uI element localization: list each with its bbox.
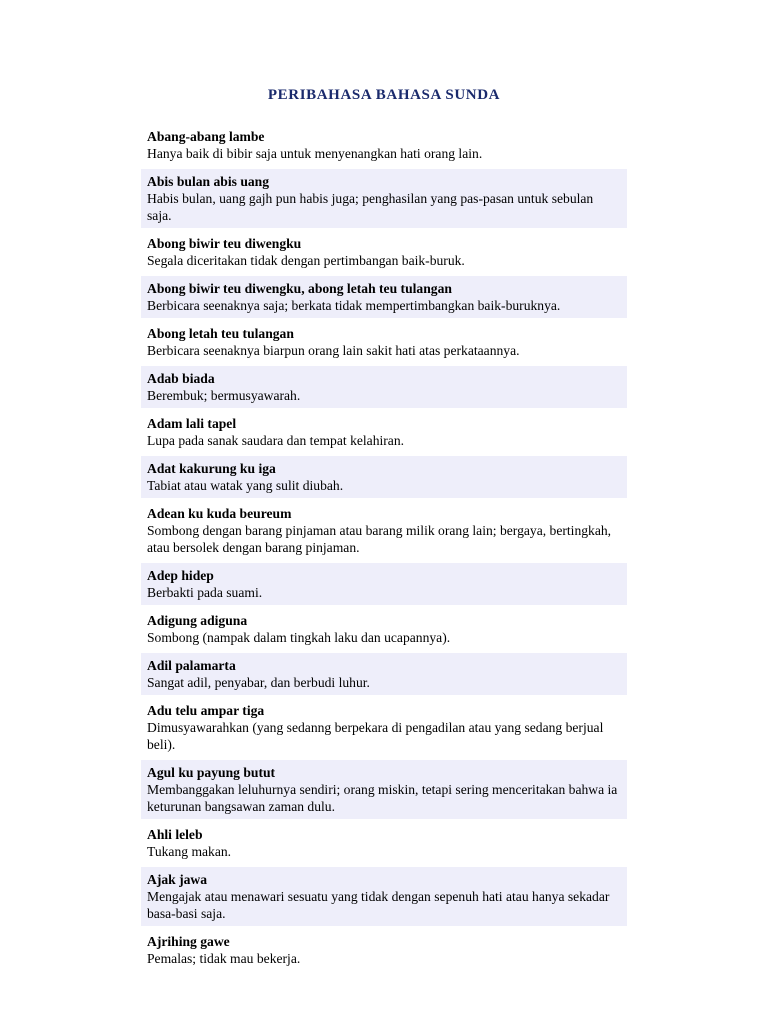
proverb-meaning: Habis bulan, uang gajh pun habis juga; penghasilan yang pas-pasan untuk sebulan saja. — [147, 191, 594, 223]
list-item — [141, 276, 627, 318]
proverb-meaning: Lupa pada sanak saudara dan tempat kelahiran. — [147, 433, 405, 448]
list-item — [141, 231, 627, 273]
proverb-term: Ajrihing gawe — [147, 934, 230, 949]
proverb-term: Adil palamarta — [147, 658, 236, 673]
list-item — [141, 653, 627, 695]
proverb-term: Adigung adiguna — [147, 613, 248, 628]
list-item — [141, 411, 627, 453]
proverb-meaning: Segala diceritakan tidak dengan pertimbangan baik-buruk. — [147, 253, 465, 268]
list-item — [141, 822, 627, 864]
list-item — [141, 321, 627, 363]
list-item — [141, 867, 627, 926]
proverb-term: Adu telu ampar tiga — [147, 703, 265, 718]
proverb-meaning: Berbicara seenaknya saja; berkata tidak mempertimbangkan baik-buruknya. — [147, 298, 561, 313]
proverb-meaning: Berbicara seenaknya biarpun orang lain sakit hati atas perkataannya. — [147, 343, 520, 358]
proverb-meaning: Tukang makan. — [147, 844, 232, 859]
proverb-meaning: Hanya baik di bibir saja untuk menyenangkan hati orang lain. — [147, 146, 483, 161]
list-item — [141, 760, 627, 819]
proverb-term: Ajak jawa — [147, 872, 208, 887]
list-item — [141, 169, 627, 228]
proverb-list — [141, 124, 627, 974]
page-title: PERIBAHASA BAHASA SUNDA — [267, 87, 501, 103]
list-item — [141, 608, 627, 650]
proverb-term: Abis bulan abis uang — [147, 174, 270, 189]
list-item — [141, 698, 627, 757]
proverb-meaning: Membanggakan leluhurnya sendiri; orang miskin, tetapi sering menceritakan bahwa ia keturunan bangsawan zaman dulu. — [147, 782, 618, 814]
proverb-meaning: Tabiat atau watak yang sulit diubah. — [147, 478, 344, 493]
proverb-term: Abong biwir teu diwengku — [147, 236, 302, 251]
list-item — [141, 124, 627, 166]
proverb-meaning: Pemalas; tidak mau bekerja. — [147, 951, 301, 966]
proverb-term: Adean ku kuda beureum — [147, 506, 292, 521]
proverb-term: Abong biwir teu diwengku, abong letah teu tulangan — [147, 281, 452, 296]
list-item — [141, 501, 627, 560]
list-item — [141, 456, 627, 498]
proverb-meaning: Berbakti pada suami. — [147, 585, 263, 600]
proverb-term: Abong letah teu tulangan — [147, 326, 294, 341]
list-item — [141, 929, 627, 971]
proverb-term: Adat kakurung ku iga — [147, 461, 276, 476]
proverb-meaning: Sombong dengan barang pinjaman atau barang milik orang lain; bergaya, bertingkah, atau bersolek dengan barang pinjaman. — [147, 523, 612, 555]
proverb-term: Abang-abang lambe — [147, 129, 265, 144]
proverb-term: Adep hidep — [147, 568, 214, 583]
proverb-meaning: Berembuk; bermusyawarah. — [147, 388, 301, 403]
proverb-meaning: Dimusyawarahkan (yang sedanng berpekara di pengadilan atau yang sedang berjual beli). — [147, 720, 604, 752]
proverb-meaning: Mengajak atau menawari sesuatu yang tidak dengan sepenuh hati atau hanya sekadar basa-basi saja. — [147, 889, 610, 921]
proverb-meaning: Sangat adil, penyabar, dan berbudi luhur. — [147, 675, 370, 690]
proverb-term: Ahli leleb — [147, 827, 203, 842]
proverb-term: Agul ku payung butut — [147, 765, 276, 780]
list-item — [141, 563, 627, 605]
proverb-meaning: Sombong (nampak dalam tingkah laku dan ucapannya). — [147, 630, 451, 645]
proverb-term: Adab biada — [147, 371, 215, 386]
proverb-term: Adam lali tapel — [147, 416, 237, 431]
list-item — [141, 366, 627, 408]
